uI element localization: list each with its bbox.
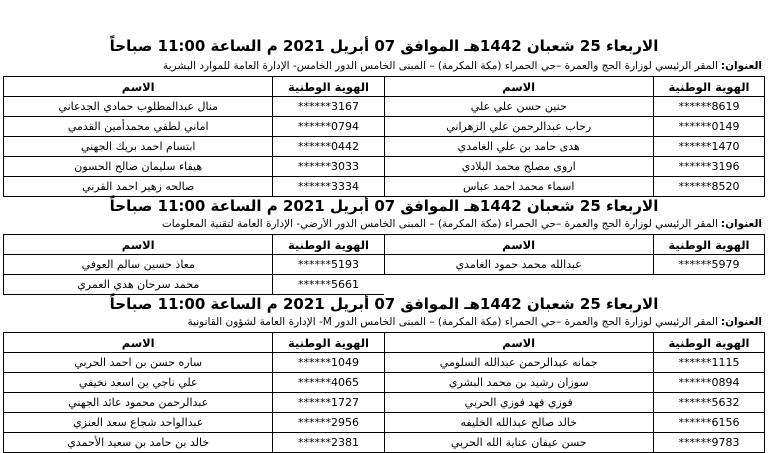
- national-id-cell: ******3167: [273, 97, 384, 117]
- national-id-cell: ******5979: [653, 255, 764, 275]
- column-header-id: الهوية الوطنية: [653, 333, 764, 353]
- table-row: [4, 117, 765, 137]
- name-cell: اماني لطفي محمدأمين القدمي: [4, 117, 273, 137]
- national-id-cell: ******2381: [273, 433, 384, 453]
- column-header-name: الاسم: [4, 333, 273, 353]
- national-id-cell: ******1115: [653, 353, 764, 373]
- address-text: المقر الرئيسي لوزارة الحج والعمرة –حي الحمراء (مكة المكرمة) – المبنى الخامس الدور M- الإدارة العامة لشؤون القانونية: [187, 316, 718, 328]
- national-id-cell: ******1727: [273, 393, 384, 413]
- address-label: العنوان:: [720, 316, 762, 328]
- name-cell: سوزان رشيد بن محمد البشري: [384, 373, 653, 393]
- section-1-table: [3, 76, 765, 197]
- national-id-cell: ******3033: [273, 157, 384, 177]
- name-cell: فوزي فهد فوزي الحربي: [384, 393, 653, 413]
- name-cell: هيفاء سليمان صالح الحسون: [4, 157, 273, 177]
- column-header-name: الاسم: [384, 235, 653, 255]
- table-header-row: [4, 77, 765, 97]
- national-id-cell: ******5193: [273, 255, 384, 275]
- name-cell: ابتسام احمد بريك الجهني: [4, 137, 273, 157]
- national-id-cell: ******5661: [273, 275, 384, 295]
- table-row: [4, 177, 765, 197]
- name-cell: جمانه عبدالرحمن عبدالله السلومي: [384, 353, 653, 373]
- section-3-address: [6, 316, 762, 329]
- name-cell: هدى حامد بن علي الغامدي: [384, 137, 653, 157]
- national-id-cell: ******5632: [653, 393, 764, 413]
- table-row: [4, 353, 765, 373]
- table-row: [4, 433, 765, 453]
- table-row: [4, 255, 765, 275]
- column-header-id: الهوية الوطنية: [273, 333, 384, 353]
- national-id-cell: ******9783: [653, 433, 764, 453]
- name-cell: خالد بن حامد بن سعيد الأحمدي: [4, 433, 273, 453]
- national-id-cell: ******8520: [653, 177, 764, 197]
- section-1-heading: الاربعاء 25 شعبان 1442هـ الموافق 07 أبريل 2021 م الساعة 11:00 صباحاً: [109, 37, 659, 55]
- table-row: [4, 413, 765, 433]
- section-2-heading: الاربعاء 25 شعبان 1442هـ الموافق 07 أبريل 2021 م الساعة 11:00 صباحاً: [109, 197, 659, 215]
- table-header-row: [4, 333, 765, 353]
- national-id-cell: ******4065: [273, 373, 384, 393]
- name-cell: حنين حسن علي علي: [384, 97, 653, 117]
- national-id-cell: [653, 275, 764, 295]
- national-id-cell: ******3334: [273, 177, 384, 197]
- section-1-address: [6, 60, 762, 73]
- section-2-address: [6, 218, 762, 231]
- name-cell: خالد صالح عبدالله الخليفه: [384, 413, 653, 433]
- column-header-id: الهوية الوطنية: [653, 77, 764, 97]
- name-cell: محمد سرحان هدي العمري: [4, 275, 273, 295]
- name-cell: رحاب عبدالرحمن علي الزهراني: [384, 117, 653, 137]
- section-2-table: [3, 234, 765, 295]
- national-id-cell: ******0894: [653, 373, 764, 393]
- name-cell: علي ناجي بن اسعد نخيفي: [4, 373, 273, 393]
- column-header-name: الاسم: [4, 77, 273, 97]
- table-row: [4, 373, 765, 393]
- column-header-name: الاسم: [384, 77, 653, 97]
- national-id-cell: ******3196: [653, 157, 764, 177]
- name-cell: حسن عيفان عناية الله الحربي: [384, 433, 653, 453]
- table-row: [4, 275, 765, 295]
- name-cell: صالحه زهير احمد القرني: [4, 177, 273, 197]
- name-cell: عبدالرحمن محمود عائد الجهني: [4, 393, 273, 413]
- national-id-cell: ******2956: [273, 413, 384, 433]
- name-cell: اروى مصلح محمد البلادي: [384, 157, 653, 177]
- national-id-cell: ******1049: [273, 353, 384, 373]
- address-text: المقر الرئيسي لوزارة الحج والعمرة –حي الحمراء (مكة المكرمة) – المبنى الخامس الدور الأرضي- الإدارة العامة لتقنية المعلومات: [161, 218, 718, 230]
- name-cell: ساره حسن بن احمد الحربي: [4, 353, 273, 373]
- name-cell: عبدالله محمد حمود الغامدي: [384, 255, 653, 275]
- name-cell: عبدالواحد شجاع سعد العنزي: [4, 413, 273, 433]
- section-3-heading: الاربعاء 25 شعبان 1442هـ الموافق 07 أبريل 2021 م الساعة 11:00 صباحاً: [109, 295, 659, 313]
- column-header-name: الاسم: [384, 333, 653, 353]
- national-id-cell: ******1470: [653, 137, 764, 157]
- table-row: [4, 97, 765, 117]
- address-label: العنوان:: [720, 218, 762, 230]
- table-header-row: [4, 235, 765, 255]
- national-id-cell: ******6156: [653, 413, 764, 433]
- address-label: العنوان:: [720, 60, 762, 72]
- name-cell: [384, 275, 653, 295]
- column-header-name: الاسم: [4, 235, 273, 255]
- name-cell: منال عبدالمطلوب حمادي الجدعاني: [4, 97, 273, 117]
- name-cell: معاذ حسين سالم العوفي: [4, 255, 273, 275]
- address-text: المقر الرئيسي لوزارة الحج والعمرة –حي الحمراء (مكة المكرمة) – المبنى الخامس الدور الخامس- الإدارة العامة للموارد البشرية: [163, 60, 718, 72]
- national-id-cell: ******8619: [653, 97, 764, 117]
- table-row: [4, 157, 765, 177]
- column-header-id: الهوية الوطنية: [653, 235, 764, 255]
- column-header-id: الهوية الوطنية: [273, 235, 384, 255]
- national-id-cell: ******0149: [653, 117, 764, 137]
- table-row: [4, 393, 765, 413]
- name-cell: اسماء محمد احمد عباس: [384, 177, 653, 197]
- section-3-table: [3, 332, 765, 453]
- column-header-id: الهوية الوطنية: [273, 77, 384, 97]
- national-id-cell: ******0794: [273, 117, 384, 137]
- national-id-cell: ******0442: [273, 137, 384, 157]
- table-row: [4, 137, 765, 157]
